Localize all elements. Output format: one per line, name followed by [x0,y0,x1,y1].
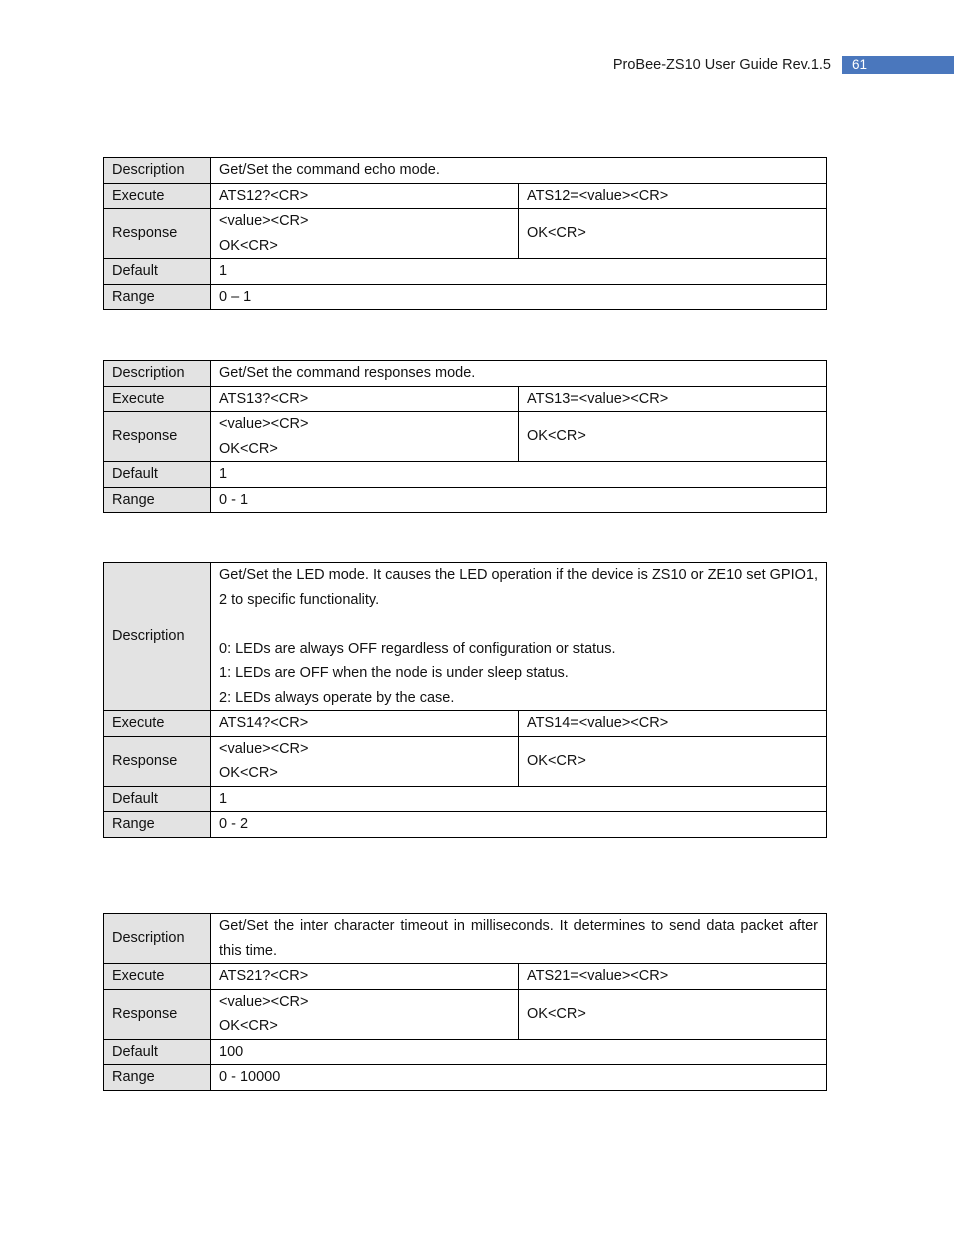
row-response [104,736,827,786]
label-default: Default [104,259,211,285]
default-value: 100 [211,1039,827,1065]
response-query [211,989,519,1039]
default-value: 1 [211,259,827,285]
label-description: Description [104,158,211,184]
label-range: Range [104,812,211,838]
row-execute [104,964,827,990]
label-description: Description [104,914,211,964]
execute-set: ATS12=<value><CR> [519,183,827,209]
response-query [211,412,519,462]
row-range [104,812,827,838]
command-table-ats13 [103,360,827,513]
label-description: Description [104,563,211,711]
description-intro: Get/Set the LED mode. It causes the LED operation if the device is ZS10 or ZE10 set GPIO1, 2 to specific functionality. [219,567,818,608]
document-title: ProBee-ZS10 User Guide Rev.1.5 [612,57,831,73]
description-value [211,563,827,711]
command-table-ats21 [103,913,827,1091]
description-value: Get/Set the inter character timeout in milliseconds. It determines to send data packet after this time. [211,914,827,964]
range-value: 0 - 1 [211,487,827,513]
label-default: Default [104,1039,211,1065]
response-query [211,209,519,259]
label-range: Range [104,284,211,310]
response-set: OK<CR> [519,209,827,259]
label-description: Description [104,361,211,387]
response-query-line-1: <value><CR> [219,213,309,229]
label-execute: Execute [104,183,211,209]
led-option-1: 1: LEDs are OFF when the node is under sleep status. [219,665,569,681]
row-description [104,158,827,184]
led-option-0: 0: LEDs are always OFF regardless of configuration or status. [219,640,616,657]
label-default: Default [104,462,211,488]
row-range [104,1065,827,1091]
row-response [104,412,827,462]
description-value: Get/Set the command responses mode. [211,361,827,387]
response-set: OK<CR> [519,989,827,1039]
default-value: 1 [211,786,827,812]
row-description [104,361,827,387]
row-range [104,284,827,310]
row-range [104,487,827,513]
execute-query: ATS14?<CR> [211,711,519,737]
label-response: Response [104,989,211,1039]
execute-set: ATS13=<value><CR> [519,386,827,412]
response-query-line-1: <value><CR> [219,740,309,757]
response-set: OK<CR> [519,412,827,462]
response-query-line-2: OK<CR> [219,765,278,781]
execute-set: ATS21=<value><CR> [519,964,827,990]
led-option-2: 2: LEDs always operate by the case. [219,689,455,706]
range-value: 0 - 2 [211,812,827,838]
execute-query: ATS21?<CR> [211,964,519,990]
page-header [613,56,954,74]
row-response [104,209,827,259]
label-response: Response [104,412,211,462]
row-execute [104,711,827,737]
command-table-ats14 [103,562,827,838]
row-description [104,914,827,964]
execute-query: ATS13?<CR> [211,386,519,412]
label-response: Response [104,736,211,786]
response-query-line-2: OK<CR> [219,1018,278,1034]
label-execute: Execute [104,711,211,737]
description-spacer [219,612,818,637]
command-table-ats12 [103,157,827,310]
response-query-line-2: OK<CR> [219,237,278,254]
label-range: Range [104,1065,211,1091]
row-default [104,462,827,488]
response-query-line-1: <value><CR> [219,993,309,1010]
default-value: 1 [211,462,827,488]
execute-set: ATS14=<value><CR> [519,711,827,737]
page-number: 61 [842,56,954,74]
label-default: Default [104,786,211,812]
response-query-line-1: <value><CR> [219,416,309,432]
label-execute: Execute [104,964,211,990]
label-response: Response [104,209,211,259]
row-description [104,563,827,711]
response-query [211,736,519,786]
range-value: 0 - 10000 [211,1065,827,1091]
label-range: Range [104,487,211,513]
label-execute: Execute [104,386,211,412]
row-execute [104,183,827,209]
row-default [104,1039,827,1065]
response-set: OK<CR> [519,736,827,786]
row-execute [104,386,827,412]
description-value: Get/Set the command echo mode. [211,158,827,184]
response-query-line-2: OK<CR> [219,440,278,457]
range-value: 0 – 1 [211,284,827,310]
execute-query: ATS12?<CR> [211,183,519,209]
row-response [104,989,827,1039]
row-default [104,259,827,285]
row-default [104,786,827,812]
